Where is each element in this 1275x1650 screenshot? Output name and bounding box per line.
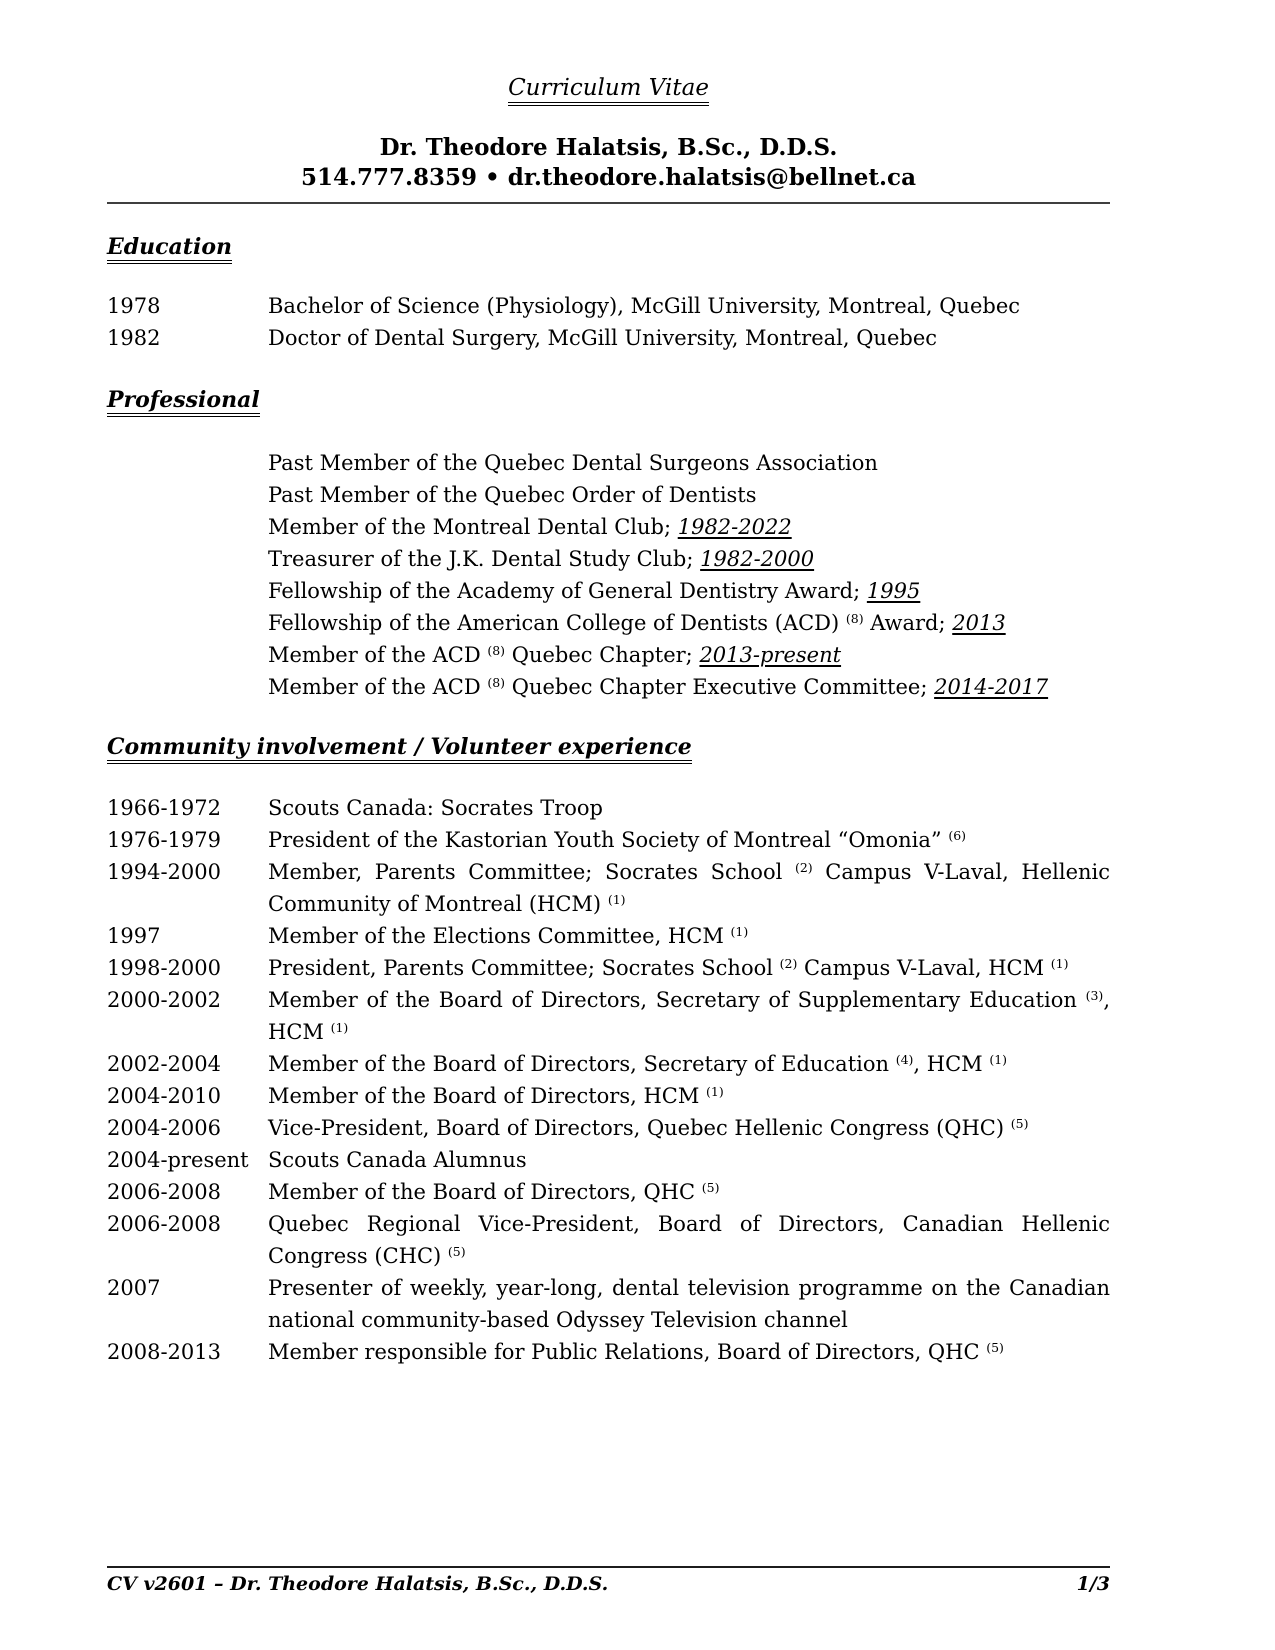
entry-text: Member responsible for Public Relations, Board of Directors, QHC <box>268 1340 987 1364</box>
cv-entry <box>107 671 1110 703</box>
entry-description <box>268 575 1110 607</box>
professional-heading-text: Professional <box>107 387 260 417</box>
entry-text: Presenter of weekly, year-long, dental television programme on the Canadian national community-based Odyssey Television channel <box>268 1276 1110 1332</box>
cv-entry <box>107 1208 1110 1272</box>
entry-text: Past Member of the Quebec Order of Dentists <box>268 483 757 507</box>
entry-text: Member of the Board of Directors, QHC <box>268 1180 702 1204</box>
entry-date: 1994-2000 <box>107 860 221 884</box>
education-heading <box>107 234 1110 260</box>
footer-document-id: CV v2601 – Dr. Theodore Halatsis, B.Sc., D.D.S. <box>107 1573 609 1595</box>
footnote-reference: (1) <box>607 892 626 907</box>
section-community <box>107 734 1110 1368</box>
cv-entry <box>107 1080 1110 1112</box>
footnote-reference: (8) <box>845 611 864 626</box>
professional-entries <box>107 447 1110 703</box>
entry-description <box>268 856 1110 920</box>
entry-date: 2004-present <box>107 1148 249 1172</box>
date-range-emphasis: 1982-2000 <box>700 547 815 571</box>
contact-line: 514.777.8359 • dr.theodore.halatsis@bellnet.ca <box>301 164 916 191</box>
entry-text: Member of the Montreal Dental Club; <box>268 515 678 539</box>
entry-date: 2006-2008 <box>107 1180 221 1204</box>
entry-text: Award; <box>863 611 953 635</box>
entry-date: 1978 <box>107 294 161 318</box>
cv-entry <box>107 543 1110 575</box>
entry-description <box>268 290 1110 322</box>
entry-date <box>107 671 268 703</box>
entry-description <box>268 920 1110 952</box>
section-education <box>107 234 1110 354</box>
entry-text: Fellowship of the Academy of General Dentistry Award; <box>268 579 867 603</box>
cv-entry <box>107 575 1110 607</box>
footnote-reference: (5) <box>1010 1116 1029 1131</box>
footnote-reference: (8) <box>487 675 506 690</box>
footnote-reference: (1) <box>706 1084 724 1099</box>
entry-description <box>268 639 1110 671</box>
entry-text: Quebec Chapter Executive Committee; <box>505 675 935 699</box>
entry-description <box>268 543 1110 575</box>
entry-date <box>107 479 268 511</box>
entry-text: Doctor of Dental Surgery, McGill University, Montreal, Quebec <box>268 326 938 350</box>
cv-entry <box>107 290 1110 322</box>
entry-text: Member of the ACD <box>268 675 488 699</box>
cv-entry <box>107 952 1110 984</box>
entry-description <box>268 1048 1110 1080</box>
entry-date <box>107 575 268 607</box>
page-footer <box>107 1566 1110 1595</box>
entry-text: Scouts Canada: Socrates Troop <box>268 796 603 820</box>
entry-description <box>268 984 1110 1048</box>
entry-text: Quebec Regional Vice-President, Board of Directors, Canadian Hellenic Congress (CHC) <box>268 1212 1110 1268</box>
entry-text: Past Member of the Quebec Dental Surgeons Association <box>268 451 878 475</box>
professional-heading <box>107 387 1110 413</box>
cv-entry <box>107 479 1110 511</box>
cv-entry <box>107 792 1110 824</box>
entry-date: 1998-2000 <box>107 956 221 980</box>
footnote-reference: (6) <box>948 828 967 843</box>
education-heading-text: Education <box>107 234 232 264</box>
footer-row <box>107 1573 1110 1595</box>
entry-text: Campus V-Laval, HCM <box>797 956 1051 980</box>
entry-date <box>107 639 268 671</box>
footer-divider <box>107 1566 1110 1568</box>
entry-text: Member of the Board of Directors, Secretary of Supplementary Education <box>268 988 1086 1012</box>
entry-description <box>268 824 1110 856</box>
entry-description <box>268 479 1110 511</box>
entry-text: Treasurer of the J.K. Dental Study Club; <box>268 547 701 571</box>
entry-date: 2002-2004 <box>107 1052 221 1076</box>
entry-description <box>268 1208 1110 1272</box>
footnote-reference: (1) <box>989 1052 1008 1067</box>
entry-description <box>268 607 1110 639</box>
footnote-reference: (3) <box>1085 988 1104 1003</box>
footnote-reference: (4) <box>895 1052 914 1067</box>
cv-entry <box>107 1112 1110 1144</box>
footnote-reference: (8) <box>487 643 506 658</box>
entry-description <box>268 1080 1110 1112</box>
entry-description <box>268 1176 1110 1208</box>
entry-date <box>107 543 268 575</box>
date-range-emphasis: 2013-present <box>699 643 842 667</box>
date-range-emphasis: 2014-2017 <box>934 675 1049 699</box>
entry-text: , HCM <box>268 988 1110 1044</box>
date-range-emphasis: 1982-2022 <box>677 515 792 539</box>
cv-entry <box>107 984 1110 1048</box>
footnote-reference: (5) <box>701 1180 720 1195</box>
document-title-text: Curriculum Vitae <box>508 75 709 106</box>
entry-text: Member of the Elections Committee, HCM <box>268 924 731 948</box>
footnote-reference: (2) <box>779 956 798 971</box>
entry-description <box>268 1112 1110 1144</box>
footnote-reference: (1) <box>1050 956 1069 971</box>
entry-text: Member of the ACD <box>268 643 488 667</box>
footnote-reference: (2) <box>794 860 813 875</box>
entry-date: 2000-2002 <box>107 988 221 1012</box>
entry-description <box>268 1272 1110 1336</box>
entry-text: Member of the Board of Directors, Secretary of Education <box>268 1052 896 1076</box>
footnote-reference: (1) <box>330 1020 349 1035</box>
footnote-reference: (5) <box>447 1244 466 1259</box>
footnote-reference: (5) <box>986 1340 1004 1355</box>
community-heading-text: Community involvement / Volunteer experience <box>107 734 692 764</box>
cv-entry <box>107 1144 1110 1176</box>
entry-date <box>107 447 268 479</box>
entry-date: 2008-2013 <box>107 1340 221 1364</box>
cv-entry <box>107 447 1110 479</box>
section-professional <box>107 387 1110 703</box>
entry-description <box>268 792 1110 824</box>
cv-entry <box>107 1272 1110 1336</box>
entry-text: Campus V-Laval, Hellenic Community of Montreal (HCM) <box>268 860 1111 916</box>
entry-date: 2004-2010 <box>107 1084 221 1108</box>
document-header <box>107 75 1110 204</box>
date-range-emphasis: 2013 <box>952 611 1006 635</box>
entry-description <box>268 1336 1110 1368</box>
entry-date: 1982 <box>107 326 161 350</box>
entry-date: 2004-2006 <box>107 1116 221 1140</box>
cv-entry <box>107 920 1110 952</box>
entry-text: Fellowship of the American College of Dentists (ACD) <box>268 611 846 635</box>
entry-text: Quebec Chapter; <box>505 643 700 667</box>
entry-text: Member, Parents Committee; Socrates School <box>268 860 795 884</box>
entry-date <box>107 511 268 543</box>
cv-entry <box>107 607 1110 639</box>
header-divider <box>107 202 1110 204</box>
document-title <box>107 75 1110 101</box>
entry-text: Vice-President, Board of Directors, Quebec Hellenic Congress (QHC) <box>268 1116 1011 1140</box>
footnote-reference: (1) <box>730 924 749 939</box>
footer-page-number: 1/3 <box>1076 1573 1110 1595</box>
cv-entry <box>107 1048 1110 1080</box>
entry-text: President, Parents Committee; Socrates School <box>268 956 780 980</box>
entry-text: Bachelor of Science (Physiology), McGill University, Montreal, Quebec <box>268 294 1021 318</box>
entry-date: 1997 <box>107 924 161 948</box>
entry-date: 2007 <box>107 1276 161 1300</box>
entry-description <box>268 511 1110 543</box>
cv-entry <box>107 322 1110 354</box>
person-name: Dr. Theodore Halatsis, B.Sc., D.D.S. <box>379 134 838 161</box>
entry-description <box>268 447 1110 479</box>
entry-text: , HCM <box>913 1052 990 1076</box>
entry-text: Member of the Board of Directors, HCM <box>268 1084 707 1108</box>
cv-entry <box>107 824 1110 856</box>
entry-text: Scouts Canada Alumnus <box>268 1148 527 1172</box>
entry-description <box>268 671 1110 703</box>
cv-entry <box>107 639 1110 671</box>
cv-entry <box>107 1176 1110 1208</box>
entry-date: 1976-1979 <box>107 828 221 852</box>
community-entries <box>107 792 1110 1368</box>
cv-entry <box>107 1336 1110 1368</box>
entry-description <box>268 1144 1110 1176</box>
date-range-emphasis: 1995 <box>866 579 921 603</box>
entry-date: 2006-2008 <box>107 1212 221 1236</box>
entry-description <box>268 952 1110 984</box>
education-entries <box>107 290 1110 354</box>
community-heading <box>107 734 1110 760</box>
entry-text: President of the Kastorian Youth Society of Montreal “Omonia” <box>268 828 949 852</box>
entry-description <box>268 322 1110 354</box>
entry-date <box>107 607 268 639</box>
cv-entry <box>107 856 1110 920</box>
entry-date: 1966-1972 <box>107 796 221 820</box>
cv-entry <box>107 511 1110 543</box>
